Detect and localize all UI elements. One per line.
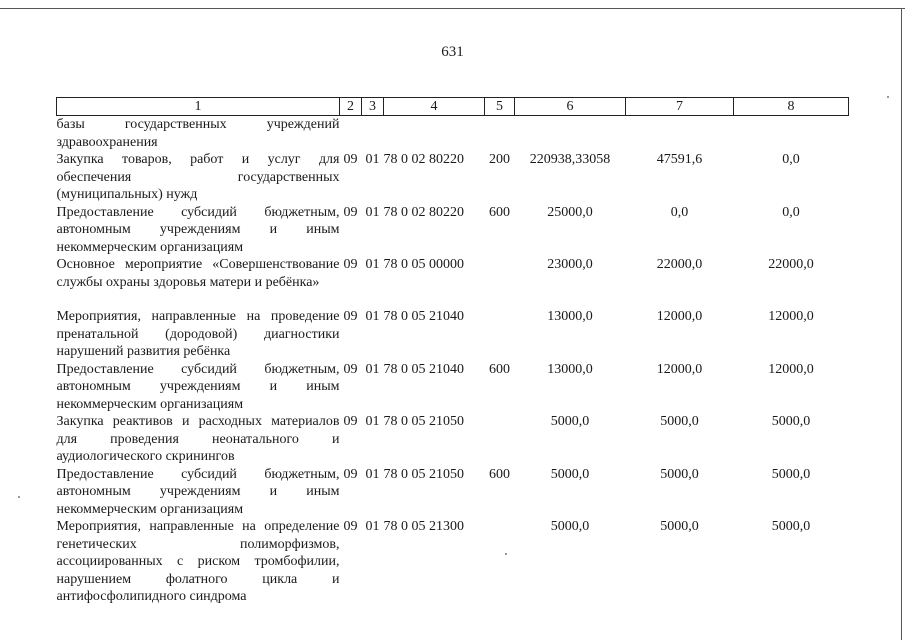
table-row — [57, 466, 849, 519]
amount-col7 — [626, 116, 734, 152]
table-row — [57, 151, 849, 204]
page-number: 631 — [441, 44, 464, 60]
target-article-code: 78 0 05 21300 — [383, 519, 464, 534]
table-row — [57, 204, 849, 257]
amount-col7: 47591,6 — [656, 152, 703, 167]
section-code: 09 — [343, 466, 358, 482]
section-code: 09 — [343, 204, 358, 220]
section-code: 09 — [343, 361, 358, 377]
subsection-code: 01 — [365, 309, 380, 324]
amount-col6: 220938,33058 — [529, 152, 611, 167]
page-frame-right-border — [901, 8, 902, 640]
column-header-6: 6 — [515, 98, 626, 116]
page-frame-top-border — [0, 8, 905, 9]
amount-col7: 12000,0 — [656, 361, 703, 377]
column-header-1: 1 — [57, 98, 340, 116]
expense-type-code: 200 — [489, 152, 510, 167]
expense-name: Закупка товаров, работ и услуг для обеспечения государственных (муниципальных) нужд — [56, 152, 340, 202]
expense-name: Предоставление субсидий бюджетным, автономным учреждениям и иным некоммерческим организациям — [56, 361, 340, 412]
section-code: 09 — [343, 152, 358, 167]
column-header-7: 7 — [626, 98, 734, 116]
subsection-code: 01 — [365, 361, 380, 377]
subsection-code: 01 — [365, 152, 380, 167]
scan-speck — [505, 553, 507, 555]
expense-name: Закупка реактивов и расходных материалов для проведения неонатального и аудиологического скринингов — [56, 414, 340, 464]
amount-col6: 5000,0 — [550, 519, 590, 534]
table-row — [57, 116, 849, 152]
amount-col7: 5000,0 — [660, 519, 699, 534]
subsection-code: 01 — [365, 204, 380, 220]
amount-col8: 22000,0 — [768, 257, 814, 272]
target-article-code: 78 0 02 80220 — [383, 152, 464, 167]
amount-col8 — [734, 116, 849, 152]
target-article-code: 78 0 05 21050 — [383, 466, 464, 482]
amount-col7: 12000,0 — [656, 309, 703, 324]
column-header-2: 2 — [340, 98, 362, 116]
expense-type-code — [485, 518, 515, 606]
expense-name: Мероприятия, направленные на определение генетических полиморфизмов, ассоциированных с риском тромбофилии, нарушением фолатного цикла и антифосфолипидного синдрома — [56, 519, 340, 604]
amount-col7: 5000,0 — [660, 414, 699, 429]
table-row — [57, 518, 849, 606]
section-code: 09 — [343, 414, 358, 429]
column-header-5: 5 — [485, 98, 515, 116]
table-body — [57, 116, 849, 606]
table-header-row — [57, 98, 849, 116]
scan-speck — [887, 96, 889, 98]
column-header-8: 8 — [734, 98, 849, 116]
column-header-3: 3 — [362, 98, 384, 116]
expense-name: Предоставление субсидий бюджетным, автономным учреждениям и иным некоммерческим организациям — [56, 466, 340, 517]
expense-name: Предоставление субсидий бюджетным, автономным учреждениям и иным некоммерческим организациям — [56, 204, 340, 255]
expense-type-code: 600 — [489, 204, 510, 220]
subsection-code: 01 — [365, 466, 380, 482]
amount-col6: 5000,0 — [550, 414, 590, 429]
expense-type-code — [485, 116, 515, 152]
expense-type-code — [485, 256, 515, 308]
table-row — [57, 413, 849, 466]
expense-type-code — [485, 308, 515, 361]
section-code: 09 — [343, 309, 358, 324]
amount-col7: 22000,0 — [656, 257, 703, 272]
target-article-code: 78 0 02 80220 — [383, 204, 464, 220]
expense-name: Основное мероприятие «Совершенствование службы охраны здоровья матери и ребёнка» — [56, 257, 340, 290]
subsection-code: 01 — [365, 414, 380, 429]
amount-col6: 13000,0 — [547, 361, 593, 377]
expense-type-code — [485, 413, 515, 466]
target-article-code: 78 0 05 21040 — [383, 361, 464, 377]
amount-col8: 5000,0 — [771, 519, 811, 534]
table-row — [57, 361, 849, 414]
amount-col7: 0,0 — [670, 204, 689, 220]
expense-type-code: 600 — [489, 466, 510, 482]
amount-col8: 12000,0 — [768, 309, 814, 324]
amount-col6: 5000,0 — [550, 466, 590, 482]
target-article-code — [384, 116, 485, 152]
amount-col8: 12000,0 — [768, 361, 814, 377]
subsection-code: 01 — [365, 519, 380, 534]
scan-speck — [18, 496, 20, 498]
amount-col6: 25000,0 — [547, 204, 593, 220]
section-code: 09 — [343, 257, 358, 272]
expense-name: Мероприятия, направленные на проведение пренатальной (дородовой) диагностики нарушений развития ребёнка — [56, 309, 340, 359]
expense-type-code: 600 — [489, 361, 510, 377]
subsection-code — [362, 116, 384, 152]
amount-col6: 23000,0 — [547, 257, 593, 272]
section-code: 09 — [343, 519, 358, 534]
amount-col6: 13000,0 — [547, 309, 593, 324]
target-article-code: 78 0 05 21050 — [383, 414, 464, 429]
amount-col7: 5000,0 — [660, 466, 699, 482]
budget-table — [56, 97, 849, 606]
amount-col8: 0,0 — [782, 204, 800, 220]
column-header-4: 4 — [384, 98, 485, 116]
table-row — [57, 256, 849, 308]
section-code — [340, 116, 362, 152]
amount-col6 — [515, 116, 626, 152]
subsection-code: 01 — [365, 257, 380, 272]
table-row — [57, 308, 849, 361]
target-article-code: 78 0 05 00000 — [383, 257, 464, 272]
amount-col8: 5000,0 — [771, 414, 811, 429]
amount-col8: 0,0 — [782, 152, 800, 167]
expense-name: базы государственных учреждений здравоохранения — [56, 117, 340, 150]
target-article-code: 78 0 05 21040 — [383, 309, 464, 324]
amount-col8: 5000,0 — [771, 466, 811, 482]
